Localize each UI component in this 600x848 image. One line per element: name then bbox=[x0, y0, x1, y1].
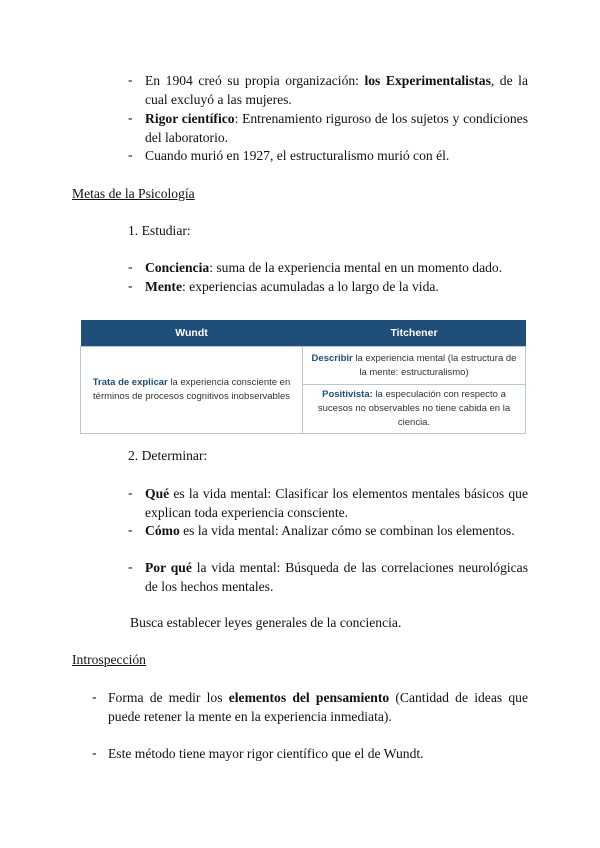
table-cell-titchener-describir: Describir la experiencia mental (la estructura de la mente: estructuralismo) bbox=[303, 347, 526, 385]
table-header-wundt: Wundt bbox=[81, 320, 303, 347]
bullet-dash: - bbox=[128, 259, 133, 274]
comparison-table bbox=[80, 320, 526, 434]
list-item-estudiar: 1. Estudiar: bbox=[128, 223, 191, 238]
bullet-metodo: Este método tiene mayor rigor científico que el de Wundt. bbox=[108, 746, 424, 761]
bullet-que: Qué es la vida mental: Clasificar los elementos mentales básicos que explican toda experiencia consciente. bbox=[145, 486, 528, 520]
table-header-titchener: Titchener bbox=[303, 320, 526, 347]
section-heading-metas: Metas de la Psicología bbox=[72, 186, 195, 201]
bullet-rigor: Rigor científico: Entrenamiento riguroso de los sujetos y condiciones del laboratorio. bbox=[145, 111, 529, 145]
bullet-dash: - bbox=[128, 278, 133, 293]
section-heading-introspeccion: Introspección bbox=[72, 652, 146, 667]
bullet-como: Cómo es la vida mental: Analizar cómo se combinan los elementos. bbox=[145, 523, 515, 538]
table-cell-wundt: Trata de explicar la experiencia consciente en términos de procesos cognitivos inobservables bbox=[81, 347, 303, 434]
bullet-mente: Mente: experiencias acumuladas a lo largo de la vida. bbox=[145, 279, 439, 294]
bullet-dash: - bbox=[128, 522, 133, 537]
bullet-death: Cuando murió en 1927, el estructuralismo murió con él. bbox=[145, 148, 450, 163]
bullet-por-que: Por qué la vida mental: Búsqueda de las correlaciones neurológicas de los hechos mentales. bbox=[145, 560, 529, 594]
bullet-dash: - bbox=[128, 485, 133, 500]
bullet-dash: - bbox=[128, 147, 133, 162]
bullet-organization: En 1904 creó su propia organización: los Experimentalistas, de la cual excluyó a las mujeres. bbox=[145, 73, 528, 107]
bullet-dash: - bbox=[128, 72, 133, 87]
list-item-determinar: 2. Determinar: bbox=[128, 448, 208, 463]
bullet-forma: Forma de medir los elementos del pensamiento (Cantidad de ideas que puede retener la mente en la experiencia inmediata). bbox=[108, 690, 528, 724]
bullet-dash: - bbox=[92, 689, 97, 704]
bullet-dash: - bbox=[92, 745, 97, 760]
busca-paragraph: Busca establecer leyes generales de la conciencia. bbox=[130, 615, 402, 630]
bullet-conciencia: Conciencia: suma de la experiencia mental en un momento dado. bbox=[145, 260, 503, 275]
bullet-dash: - bbox=[128, 110, 133, 125]
bullet-dash: - bbox=[128, 559, 133, 574]
table-cell-titchener-positivista: Positivista: la especulación con respecto a sucesos no observables no tiene cabida en la ciencia. bbox=[303, 385, 526, 434]
